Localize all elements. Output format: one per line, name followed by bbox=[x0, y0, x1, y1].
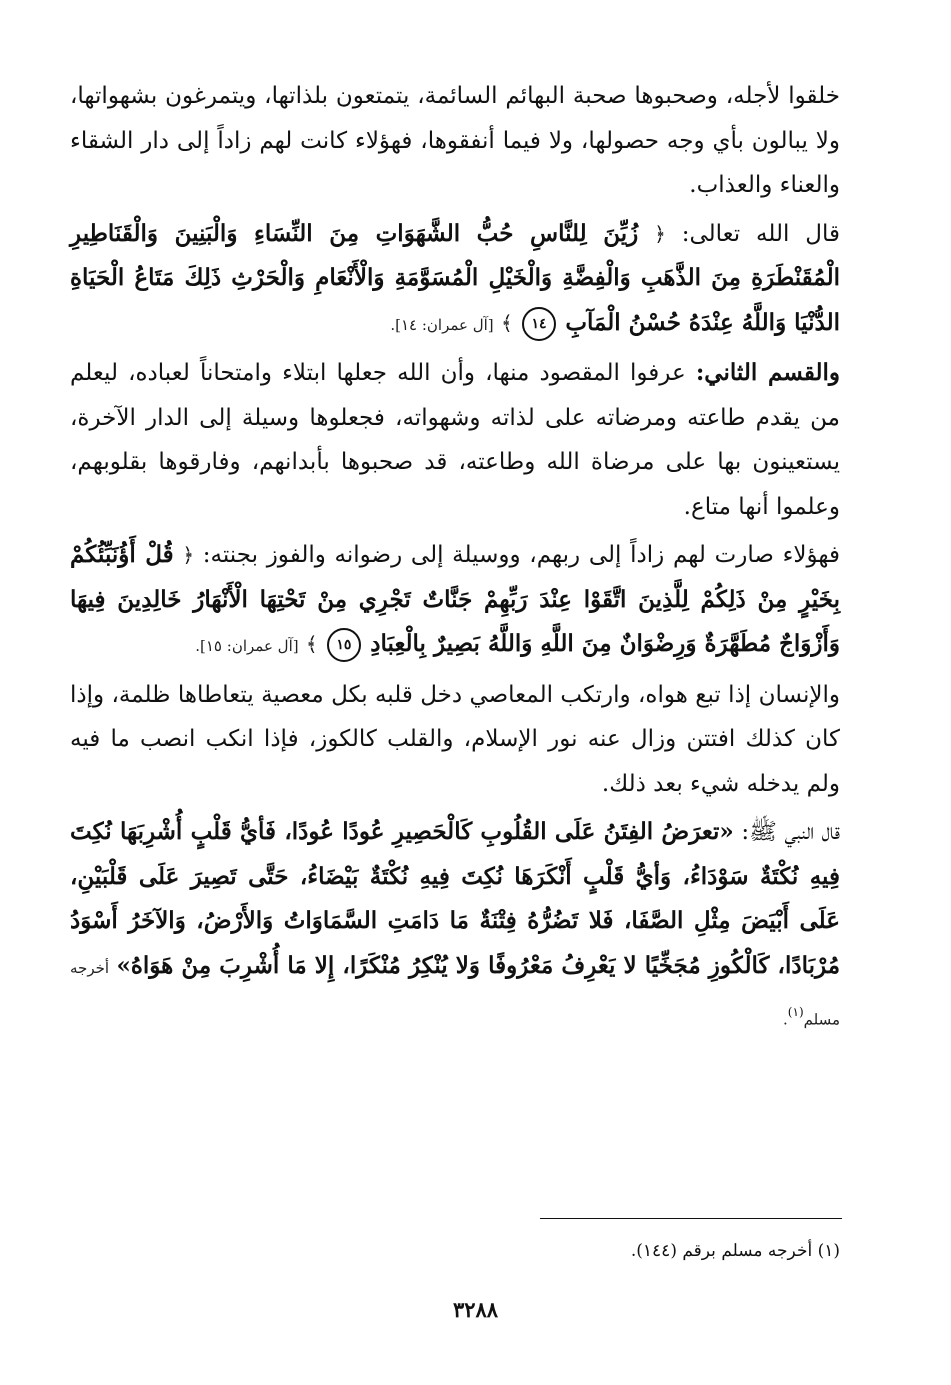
paragraph-6-hadith: قال النبي ﷺ: «تعرَضُ الفِتَنُ عَلَى القُلُوبِ كَالْحَصِيرِ عُودًا عُودًا، فَأيُّ قَلْبٍ أُشْرِبَهَا نُكِتَ فِيهِ نُكْتَةٌ سَوْدَاءُ، وَأيُّ قَلْبٍ أَنْكَرَهَا نُكِتَ فِيهِ نُكْتَةٌ بَيْضَاءُ، حَتَّى تَصِيرَ عَلَى قَلْبَيْنِ، عَلَى أَبْيَضَ مِثْلِ الصَّفَا، فَلا تَضُرُّهُ فِتْنَةٌ مَا دَامَتِ السَّمَاوَاتُ وَالأَرْضُ، وَالآخَرُ أَسْوَدُ مُرْبَادًا، كَالْكُوزِ مُجَخِّيًا لا يَعْرِفُ مَعْرُوفًا وَلا يُنْكِرُ مُنْكَرًا، إِلا مَا أُشْرِبَ مِنْ هَوَاهُ» أخرجه مسلم$^{(١)}$. bbox=[70, 818, 841, 1029]
hadith-text: «تعرَضُ الفِتَنُ عَلَى القُلُوبِ كَالْحَصِيرِ عُودًا عُودًا، فَأيُّ قَلْبٍ أُشْرِبَهَا نُكِتَ فِيهِ نُكْتَةٌ سَوْدَاءُ، وَأيُّ قَلْبٍ أَنْكَرَهَا نُكِتَ فِيهِ نُكْتَةٌ بَيْضَاءُ، حَتَّى تَصِيرَ عَلَى قَلْبَيْنِ، عَلَى أَبْيَضَ مِثْلِ الصَّفَا، فَلا تَضُرُّهُ فِتْنَةٌ مَا دَامَتِ السَّمَاوَاتُ وَالأَرْضُ، وَالآخَرُ أَسْوَدُ مُرْبَادًا، كَالْكُوزِ مُجَخِّيًا لا يَعْرِفُ مَعْرُوفًا وَلا يُنْكِرُ مُنْكَرًا، إِلا مَا أُشْرِبَ مِنْ هَوَاهُ» bbox=[70, 818, 841, 979]
verse-reference: [آل عمران: ١٥]. bbox=[195, 637, 299, 655]
paragraph-2-quran-quote bbox=[70, 212, 840, 348]
verse-reference: [آل عمران: ١٤]. bbox=[390, 315, 494, 334]
hadith-lead: قال النبي ﷺ: bbox=[741, 819, 841, 845]
paragraph-4-quran-quote bbox=[70, 533, 840, 669]
paragraph-1-text: خلقوا لأجله، وصحبوها صحبة البهائم السائمة، يتمتعون بلذاتها، ويتمرغون بشهواتها، ولا يبالون بأي وجه حصولها، ولا فيما أنفقوها، فهؤلاء كانت لهم زاداً إلى دار الشقاء والعناء والعذاب. bbox=[70, 83, 840, 198]
ornate-bracket-close-icon: ﴾ bbox=[305, 632, 318, 656]
quote-lead: قال الله تعالى: bbox=[681, 220, 840, 247]
footnote-marker: (١) bbox=[787, 1005, 804, 1019]
paragraph-1 bbox=[70, 74, 840, 208]
paragraph-3-text: عرفوا المقصود منها، وأن الله جعلها ابتلاء وامتحاناً لعباده، ليعلم من يقدم طاعته ومرضاته على لذاته وشهواته، فجعلوها وسيلة إلى الدار الآخرة، يستعينون بها على مرضاة الله وطاعته، قد صحبوها بأبدانهم، وفارقوها بقلوبهم، وعلموا أنها متاع. bbox=[70, 360, 840, 520]
ornate-bracket-open-icon: ﴿ bbox=[182, 543, 195, 567]
body-text bbox=[70, 74, 840, 1046]
hadith-source: أخرجه مسلم bbox=[70, 958, 840, 1029]
paragraph-3 bbox=[70, 351, 840, 529]
section-lead: والقسم الثاني: bbox=[695, 359, 840, 386]
quran-verse-text: زُيِّنَ لِلنَّاسِ حُبُّ الشَّهَوَاتِ مِنَ النِّسَاءِ وَالْبَنِينَ وَالْقَنَاطِيرِ الْمُقَنْطَرَةِ مِنَ الذَّهَبِ وَالْفِضَّةِ وَالْخَيْلِ الْمُسَوَّمَةِ وَالْأَنْعَامِ وَالْحَرْثِ ذَلِكَ مَتَاعُ الْحَيَاةِ الدُّنْيَا وَاللَّهُ عِنْدَهُ حُسْنُ الْمَآبِ bbox=[70, 219, 840, 336]
quran-verse-text: قُلْ أَؤُنَبِّئُكُمْ بِخَيْرٍ مِنْ ذَلِكُمْ لِلَّذِينَ اتَّقَوْا عِنْدَ رَبِّهِمْ جَنَّاتٌ تَجْرِي مِنْ تَحْتِهَا الْأَنْهَارُ خَالِدِينَ فِيهَا وَأَزْوَاجٌ مُطَهَّرَةٌ وَرِضْوَانٌ مِنَ اللَّهِ وَاللَّهُ بَصِيرٌ بِالْعِبَادِ bbox=[70, 541, 840, 657]
ayah-number-marker: ١٤ bbox=[522, 307, 556, 341]
footnote: (١) أخرجه مسلم برقم (١٤٤). bbox=[630, 1241, 840, 1261]
ayah-number-marker: ١٥ bbox=[327, 628, 361, 662]
page-number: ٣٢٨٨ bbox=[452, 1297, 499, 1322]
ornate-bracket-close-icon: ﴾ bbox=[500, 310, 513, 335]
footnote-divider bbox=[540, 1218, 842, 1219]
paragraph-5 bbox=[70, 673, 840, 807]
paragraph-5-text: والإنسان إذا تبع هواه، وارتكب المعاصي دخل قلبه بكل معصية يتعاطاها ظلمة، وإذا كان كذلك افتتن وزال عنه نور الإسلام، والقلب كالكوز، فإذا انكب انصب ما فيه ولم يدخله شيء بعد ذلك. bbox=[70, 681, 840, 797]
quote-lead: فهؤلاء صارت لهم زاداً إلى ربهم، ووسيلة إلى رضوانه والفوز بجنته: bbox=[202, 542, 840, 568]
ornate-bracket-open-icon: ﴿ bbox=[654, 221, 666, 246]
